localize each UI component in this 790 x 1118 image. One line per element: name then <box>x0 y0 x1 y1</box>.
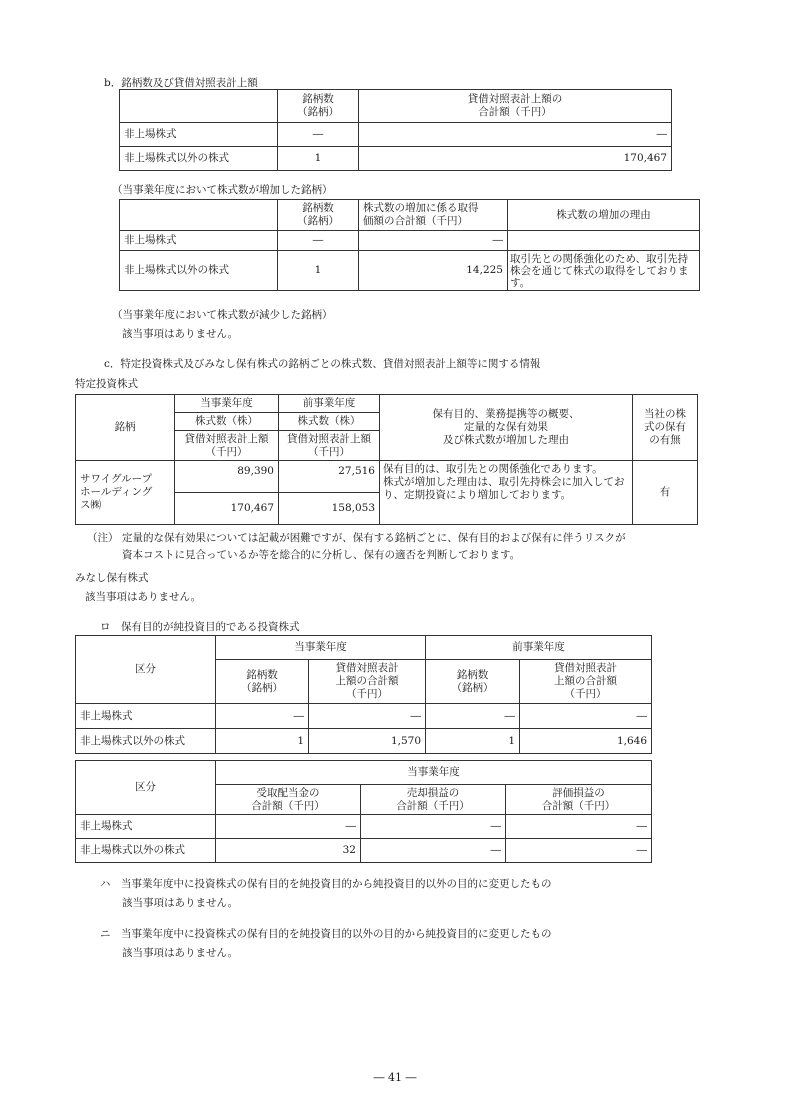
header-kubun: 区分 <box>76 761 216 815</box>
note-text-2: 資本コストに見合っているか等を総合的に分析し、保有の適否を判断しております。 <box>122 549 521 561</box>
minashi-heading: みなし保有株式 <box>75 572 149 584</box>
row-sale: ― <box>361 815 506 839</box>
header-count-prev: 銘柄数 （銘柄） <box>426 660 520 704</box>
table-row <box>76 704 652 729</box>
note-text: 定量的な保有効果については記載が困難ですが、保有する銘柄ごとに、保有目的および保有に伴うリスクが <box>122 532 626 544</box>
row-count: 1 <box>278 251 359 291</box>
row-prev-count: 1 <box>426 729 520 754</box>
ni-heading: ニ 当事業年度中に投資株式の保有目的を純投資目的以外の目的から純投資目的に変更したもの <box>100 928 552 940</box>
section-c-heading: c．特定投資株式及びみなし保有株式の銘柄ごとの株式数、貸借対照表計上額等に関する情報 <box>104 358 541 370</box>
increase-table <box>119 199 700 291</box>
row-reason: 取引先との関係強化のため、取引先持株会を通じて株式の取得をしております。 <box>508 251 700 291</box>
row-label: 非上場株式 <box>120 231 278 251</box>
header-eval: 評価損益の 合計額（千円） <box>506 785 652 815</box>
header-prev-year: 前事業年度 <box>279 395 380 413</box>
table-row <box>76 729 652 754</box>
ro-heading: ロ 保有目的が純投資目的である投資株式 <box>100 621 300 633</box>
cur-shares: 89,390 <box>175 461 279 493</box>
increase-caption: （当事業年度において株式数が増加した銘柄） <box>112 184 333 196</box>
header-count: 銘柄数 （銘柄） <box>278 200 359 231</box>
row-eval: ― <box>506 815 652 839</box>
row-count: ― <box>278 231 359 251</box>
header-sale: 売却損益の 合計額（千円） <box>361 785 506 815</box>
header-brand: 銘柄 <box>76 395 175 461</box>
table-row <box>120 147 672 171</box>
purpose-text: 保有目的は、取引先との関係強化であります。 株式が増加した理由は、取引先持株会に加入しており、定期投資により増加しております。 <box>380 461 633 525</box>
row-prev-amount: 1,646 <box>520 729 652 754</box>
row-label: 非上場株式 <box>76 704 216 729</box>
ha-heading: ハ 当事業年度中に投資株式の保有目的を純投資目的から純投資目的以外の目的に変更したもの <box>100 878 552 890</box>
net-investment-income-table <box>75 760 652 863</box>
net-investment-table <box>75 635 652 754</box>
row-cur-amount: 1,570 <box>309 729 426 754</box>
header-cur-year: 当事業年度 <box>216 761 652 785</box>
header-cur-year: 当事業年度 <box>175 395 279 413</box>
prev-bs: 158,053 <box>279 493 380 525</box>
header-bs-cur: 貸借対照表計上額 （千円） <box>175 431 279 461</box>
cur-bs: 170,467 <box>175 493 279 525</box>
row-label: 非上場株式以外の株式 <box>120 147 278 171</box>
brand-count-table <box>119 89 672 171</box>
ha-none: 該当事項はありません。 <box>122 897 239 909</box>
row-amount: 170,467 <box>359 147 672 171</box>
row-count: 1 <box>278 147 359 171</box>
header-reason: 株式数の増加の理由 <box>508 200 700 231</box>
row-count: ― <box>278 123 359 147</box>
header-shares-prev: 株式数（株） <box>279 413 380 431</box>
header-prev-year: 前事業年度 <box>426 636 652 660</box>
row-cur-amount: ― <box>309 704 426 729</box>
header-amount: 貸借対照表計上額の 合計額（千円） <box>359 90 672 123</box>
header-count: 銘柄数 （銘柄） <box>278 90 359 123</box>
row-label: 非上場株式以外の株式 <box>120 251 278 291</box>
ni-none: 該当事項はありません。 <box>122 947 239 959</box>
header-dividend: 受取配当金の 合計額（千円） <box>216 785 361 815</box>
decrease-caption: （当事業年度において株式数が減少した銘柄） <box>112 309 333 321</box>
header-amount-cur: 貸借対照表計 上額の合計額 （千円） <box>309 660 426 704</box>
row-label: 非上場株式 <box>76 815 216 839</box>
row-label: 非上場株式以外の株式 <box>76 729 216 754</box>
header-amount-prev: 貸借対照表計 上額の合計額 （千円） <box>520 660 652 704</box>
table-row <box>120 231 700 251</box>
row-amount: ― <box>359 231 508 251</box>
prev-shares: 27,516 <box>279 461 380 493</box>
header-kubun: 区分 <box>76 636 216 704</box>
header-holding: 当社の株 式の保有 の有無 <box>633 395 698 461</box>
header-blank <box>120 90 278 123</box>
row-sale: ― <box>361 839 506 863</box>
row-dividend: ― <box>216 815 361 839</box>
holding-value: 有 <box>633 461 698 525</box>
row-cur-count: ― <box>216 704 309 729</box>
decrease-none: 該当事項はありません。 <box>122 328 239 340</box>
row-amount: ― <box>359 123 672 147</box>
table-row <box>76 839 652 863</box>
note-mark: （注） <box>87 532 119 544</box>
row-prev-amount: ― <box>520 704 652 729</box>
row-label: 非上場株式以外の株式 <box>76 839 216 863</box>
header-cur-year: 当事業年度 <box>216 636 426 660</box>
table-row <box>76 461 698 493</box>
row-prev-count: ― <box>426 704 520 729</box>
section-c-sub: 特定投資株式 <box>75 378 138 390</box>
section-b-heading: b．銘柄数及び貸借対照表計上額 <box>104 77 258 89</box>
row-dividend: 32 <box>216 839 361 863</box>
table-row <box>76 815 652 839</box>
row-eval: ― <box>506 839 652 863</box>
header-blank <box>120 200 278 231</box>
row-amount: 14,225 <box>359 251 508 291</box>
specified-investment-table <box>75 394 698 525</box>
header-count-cur: 銘柄数 （銘柄） <box>216 660 309 704</box>
minashi-none: 該当事項はありません。 <box>85 591 202 603</box>
header-purpose: 保有目的、業務提携等の概要、 定量的な保有効果 及び株式数が増加した理由 <box>380 395 633 461</box>
brand-name: サワイグループ ホールディング ス㈱ <box>76 461 175 525</box>
row-label: 非上場株式 <box>120 123 278 147</box>
row-cur-count: 1 <box>216 729 309 754</box>
table-row <box>120 251 700 291</box>
table-row <box>120 123 672 147</box>
header-shares-cur: 株式数（株） <box>175 413 279 431</box>
header-bs-prev: 貸借対照表計上額 （千円） <box>279 431 380 461</box>
page-number: ― 41 ― <box>373 1071 417 1084</box>
header-amount: 株式数の増加に係る取得 価額の合計額（千円） <box>359 200 508 231</box>
row-reason <box>508 231 700 251</box>
